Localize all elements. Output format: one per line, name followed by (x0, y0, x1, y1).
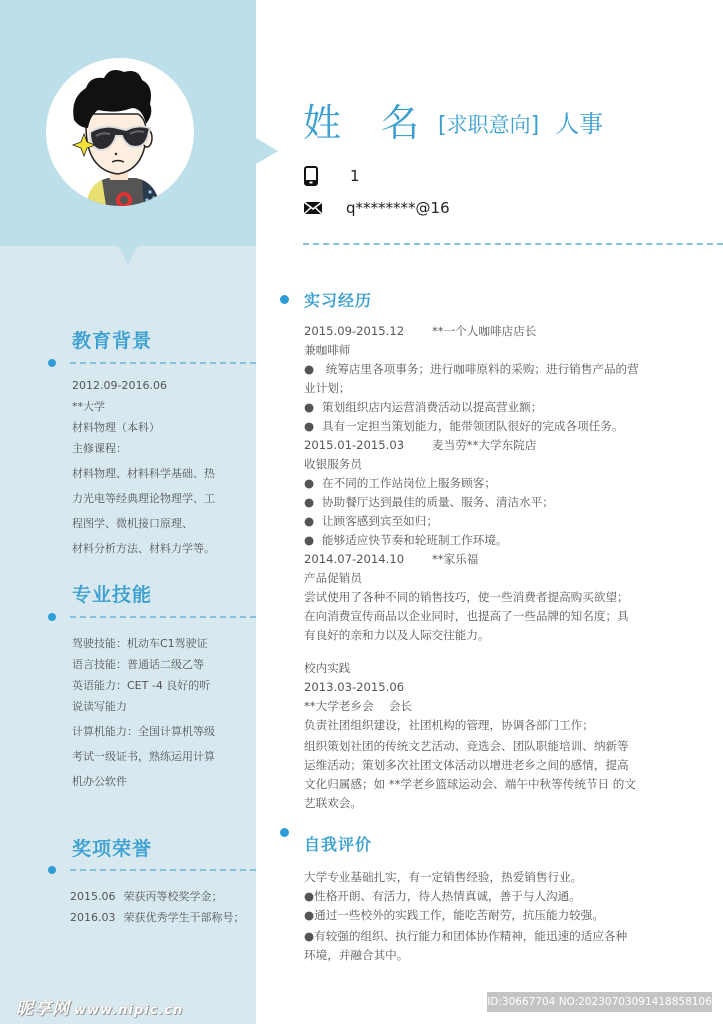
job-bullet (304, 417, 659, 436)
education-body (72, 375, 252, 559)
education-major: 材料物理（本科） (72, 421, 160, 434)
self-eval-line: 环境，并融合其中。 (304, 948, 409, 962)
job-date: 2015.01-2015.03 (304, 438, 405, 452)
dashed-line (70, 869, 256, 871)
dashed-line (70, 362, 256, 364)
bullet-icon: ● (304, 533, 315, 547)
self-eval-line: ●通过一些校外的实践工作，能吃苦耐劳，抗压能力较强。 (304, 908, 604, 922)
education-courses-line: 材料物理、材料科学基础、热 (72, 467, 215, 480)
job-role: 兼咖啡师 (304, 343, 351, 357)
job-desc-line: 尝试使用了各种不同的销售技巧，使一些消费者提高购买欲望； (304, 590, 629, 604)
job-bullet (304, 493, 659, 512)
phone-value: 1 (350, 167, 360, 185)
intent-job: 人事 (555, 110, 604, 138)
campus-line: 运维活动；策划多次社团文体活动以增进老乡之间的感情，提高 (304, 758, 629, 772)
job-desc-line: 在向消费宣传商品以企业同时，也提高了一些品牌的知名度；具 (304, 609, 629, 623)
bullet-icon: ● (304, 514, 315, 528)
job-date: 2014.07-2014.10 (304, 552, 405, 566)
bullet-text: 具有一定担当策划能力，能带领团队很好的完成各项任务。 (322, 419, 624, 433)
avatar-illustration-icon (46, 58, 194, 206)
award-date: 2015.06 (70, 890, 116, 903)
job-org: **家乐福 (432, 552, 479, 566)
avatar (46, 58, 194, 206)
skill-line: 语言技能：普通话二级乙等 (72, 658, 204, 671)
self-eval-title: 自我评价 (304, 835, 373, 854)
campus-label: 校内实践 (304, 661, 351, 675)
campus-line: 文化归属感；如 **学老乡篮球运动会、端午中秋等传统节日 的文 (304, 777, 636, 791)
award-text: 荣获优秀学生干部称号； (123, 911, 245, 924)
job-bullet (304, 398, 659, 417)
header-divider (303, 243, 723, 245)
bullet-icon: ● (304, 362, 315, 376)
bullet-icon: ● (304, 419, 315, 433)
intent-bracket-open: [ (438, 113, 447, 138)
email-value: q********@16 (346, 199, 450, 217)
skill-line: 说读写能力 (72, 700, 127, 713)
bullet-text: 策划组织店内运营消费活动以提高营业额； (322, 400, 543, 414)
bullet-text: 能够适应快节奏和轮班制工作环境。 (322, 533, 508, 547)
education-school: **大学 (72, 400, 105, 413)
education-courses-line: 程图学、微机接口原理、 (72, 517, 193, 530)
awards-title: 奖项荣誉 (72, 838, 153, 860)
intent-bracket-close: ] (530, 113, 540, 138)
job-org: **一个人咖啡店店长 (432, 324, 537, 338)
skills-body (72, 633, 252, 792)
sidebar-notch (118, 246, 138, 264)
self-eval-line: ●有较强的组织、执行能力和团体协作精神，能迅速的适应各种 (304, 929, 628, 943)
education-courses-line: 材料分析方法、材料力学等。 (72, 542, 215, 555)
education-dates: 2012.09-2016.06 (72, 379, 167, 392)
job-bullet (304, 360, 659, 379)
job-intent (438, 104, 603, 139)
campus-date: 2013.03-2015.06 (304, 680, 405, 694)
awards-divider (48, 866, 256, 874)
job-header (304, 436, 659, 455)
education-divider (48, 359, 256, 367)
skill-line: 机办公软件 (72, 775, 127, 788)
bullet-text: 协助餐厅达到最佳的质量、服务、清洁水平； (322, 495, 554, 509)
candidate-name: 姓 名 (303, 101, 434, 145)
award-item (70, 907, 250, 928)
job-desc-line: 有良好的亲和力以及人际交往能力。 (304, 628, 490, 642)
skill-line: 英语能力：CET -4 良好的听 (72, 679, 211, 692)
campus-line: 负责社团组织建设，社团机构的管理，协调各部门工作； (304, 718, 594, 732)
experience-body (304, 322, 659, 813)
bullet-text: 让顾客感到宾至如归； (322, 514, 438, 528)
award-item (70, 886, 250, 907)
watermark-brand (16, 994, 183, 1019)
hex-dot-icon (48, 613, 56, 621)
job-header (304, 322, 659, 341)
campus-line: 艺联欢会。 (304, 796, 362, 810)
sidebar (0, 0, 256, 1024)
bullet-icon: ● (304, 495, 315, 509)
experience-title: 实习经历 (304, 291, 373, 310)
image-id-watermark: ID:30667704 NO:20230703091418858106 (487, 992, 712, 1012)
skill-line: 计算机能力：全国计算机等级 (72, 725, 215, 738)
job-bullet (304, 531, 659, 550)
bullet-text: 统筹店里各项事务；进行咖啡原料的采购；进行销售产品的营 (325, 362, 639, 376)
spacer (304, 645, 659, 659)
intent-label: 求职意向 (446, 113, 531, 137)
hex-dot-icon (280, 295, 289, 304)
self-eval-line: 大学专业基础扎实，有一定销售经验，热爱销售行业。 (304, 870, 583, 884)
job-bullet-cont: 业计划； (304, 381, 351, 395)
job-org: 麦当劳**大学东院店 (432, 438, 537, 452)
skills-divider (48, 613, 256, 621)
skill-line: 驾驶技能：机动车C1驾驶证 (72, 637, 208, 650)
awards-body (70, 886, 250, 928)
hex-dot-icon (280, 828, 289, 837)
self-eval-line: ●性格开朗、有活力，待人热情真诚，善于与人沟通。 (304, 889, 581, 903)
contact-phone (304, 166, 360, 186)
award-date: 2016.03 (70, 911, 116, 924)
award-text: 荣获丙等校奖学金； (123, 890, 223, 903)
sidebar-pointer-arrow (256, 138, 278, 164)
contact-email (304, 198, 450, 218)
watermark-url: www.nipic.cn (74, 1003, 184, 1018)
campus-line: 组织策划社团的传统文艺活动、竞选会、团队职能培训、纳新等 (304, 739, 629, 753)
phone-icon (304, 166, 326, 186)
bullet-icon: ● (304, 400, 315, 414)
education-courses-label: 主修课程： (72, 442, 127, 455)
watermark-brand-text: 昵享网 (16, 999, 70, 1019)
bullet-icon: ● (304, 476, 315, 490)
job-header (304, 550, 659, 569)
job-date: 2015.09-2015.12 (304, 324, 405, 338)
dashed-line (70, 616, 256, 618)
job-role: 收银服务员 (304, 457, 362, 471)
job-bullet (304, 512, 659, 531)
hex-dot-icon (48, 359, 56, 367)
skill-line: 考试一级证书，熟练运用计算 (72, 750, 215, 763)
bullet-text: 在不同的工作站岗位上服务顾客； (322, 476, 496, 490)
job-bullet (304, 474, 659, 493)
self-eval-body (304, 868, 659, 965)
education-courses-line: 力光电等经典理论物理学、工 (72, 492, 215, 505)
campus-org-role: **大学老乡会 会长 (304, 699, 413, 713)
mail-icon (304, 198, 326, 218)
skills-title: 专业技能 (72, 584, 153, 606)
job-role: 产品促销员 (304, 571, 362, 585)
education-title: 教育背景 (72, 330, 153, 352)
hex-dot-icon (48, 866, 56, 874)
